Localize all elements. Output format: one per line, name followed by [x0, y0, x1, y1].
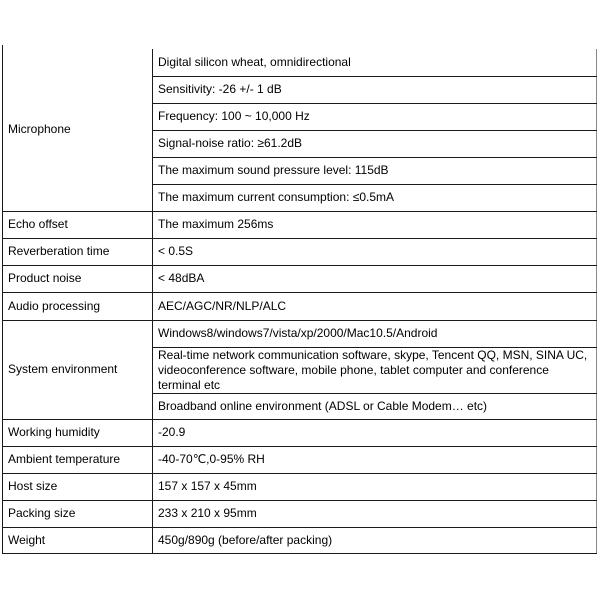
- table-row: [3, 500, 597, 527]
- spec-value-network-environment: Broadband online environment (ADSL or Cable Modem… etc): [153, 393, 597, 419]
- spec-value-max-sound-pressure: The maximum sound pressure level: 115dB: [153, 157, 597, 184]
- spec-value-working-humidity: -20.9: [153, 419, 597, 446]
- spec-label-ambient-temperature: Ambient temperature: [3, 446, 153, 473]
- spec-label-audio-processing: Audio processing: [3, 292, 153, 320]
- table-row: [3, 49, 597, 76]
- spec-value-product-noise: < 48dBA: [153, 265, 597, 292]
- product-spec-table: [2, 49, 597, 554]
- spec-label-packing-size: Packing size: [3, 500, 153, 527]
- table-row: [3, 265, 597, 292]
- spec-value-reverberation-time: < 0.5S: [153, 238, 597, 265]
- table-row: [3, 320, 597, 347]
- spec-label-system-environment: System environment: [3, 320, 153, 419]
- spec-value-sensitivity: Sensitivity: -26 +/- 1 dB: [153, 76, 597, 103]
- spec-value-echo-offset: The maximum 256ms: [153, 211, 597, 238]
- table-row: [3, 419, 597, 446]
- spec-value-frequency: Frequency: 100 ~ 10,000 Hz: [153, 103, 597, 130]
- spec-value-os-support: Windows8/windows7/vista/xp/2000/Mac10.5/Android: [153, 320, 597, 347]
- table-row: [3, 473, 597, 500]
- spec-table-container: [2, 49, 596, 554]
- spec-value-host-size: 157 x 157 x 45mm: [153, 473, 597, 500]
- table-row: [3, 238, 597, 265]
- spec-label-product-noise: Product noise: [3, 265, 153, 292]
- spec-value-ambient-temperature: -40-70℃,0-95% RH: [153, 446, 597, 473]
- spec-value-weight: 450g/890g (before/after packing): [153, 527, 597, 553]
- table-row: [3, 292, 597, 320]
- table-row: [3, 211, 597, 238]
- spec-label-working-humidity: Working humidity: [3, 419, 153, 446]
- spec-label-microphone: Microphone: [3, 49, 153, 211]
- spec-label-weight: Weight: [3, 527, 153, 553]
- spec-value-signal-noise-ratio: Signal-noise ratio: ≥61.2dB: [153, 130, 597, 157]
- spec-value-max-current: The maximum current consumption: ≤0.5mA: [153, 184, 597, 211]
- table-row: [3, 446, 597, 473]
- table-row: [3, 527, 597, 553]
- spec-label-echo-offset: Echo offset: [3, 211, 153, 238]
- spec-value-software-support: Real-time network communication software, skype, Tencent QQ, MSN, SINA UC, videoconference software, mobile phone, tablet computer and conference terminal etc: [153, 347, 597, 393]
- spec-value-audio-processing: AEC/AGC/NR/NLP/ALC: [153, 292, 597, 320]
- spec-value-mic-type: Digital silicon wheat, omnidirectional: [153, 49, 597, 76]
- spec-label-reverberation-time: Reverberation time: [3, 238, 153, 265]
- spec-label-host-size: Host size: [3, 473, 153, 500]
- spec-value-packing-size: 233 x 210 x 95mm: [153, 500, 597, 527]
